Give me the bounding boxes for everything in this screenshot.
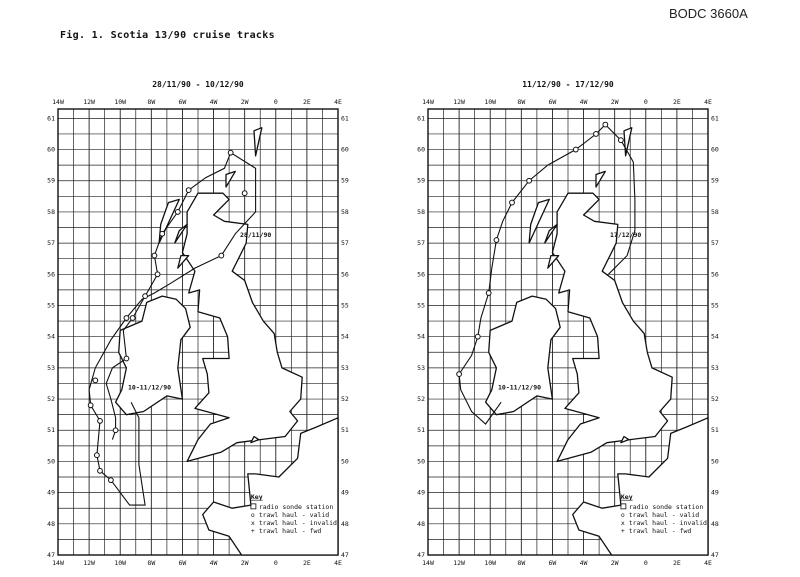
trawl-station-marker [175, 210, 180, 215]
latitude-label-right: 57 [341, 239, 349, 248]
latitude-label-left: 57 [47, 239, 55, 248]
longitude-label-bottom: 12W [83, 559, 95, 567]
latitude-label-left: 61 [47, 114, 55, 123]
longitude-label-bottom: 8W [147, 559, 156, 567]
latitude-label-left: 55 [417, 301, 425, 310]
longitude-label-bottom: 6W [548, 559, 557, 567]
longitude-label-bottom: 0 [273, 559, 278, 567]
latitude-label-right: 58 [711, 207, 719, 216]
latitude-label-right: 54 [341, 332, 349, 341]
latitude-label-left: 59 [47, 176, 55, 185]
latitude-label-right: 60 [341, 145, 349, 154]
latitude-label-right: 59 [341, 176, 349, 185]
longitude-label-bottom: 2W [240, 559, 249, 567]
longitude-label-bottom: 6W [178, 559, 187, 567]
longitude-label-top: 14W [422, 98, 434, 106]
latitude-label-left: 57 [417, 239, 425, 248]
latitude-label-right: 59 [711, 176, 719, 185]
landmass [486, 296, 561, 415]
latitude-label-right: 51 [711, 426, 719, 435]
island [178, 256, 189, 269]
trawl-station-marker [152, 253, 157, 258]
legend-title: Key [250, 492, 263, 501]
document-reference: BODC 3660A [669, 6, 748, 21]
longitude-label-top: 8W [517, 98, 526, 106]
longitude-label-top: 8W [147, 98, 156, 106]
latitude-label-right: 56 [711, 270, 719, 279]
longitude-label-bottom: 2E [672, 559, 681, 567]
map-date-range: 28/11/90 - 10/12/90 [152, 80, 244, 89]
longitude-label-bottom: 4E [704, 559, 712, 567]
latitude-label-right: 50 [341, 457, 349, 466]
map-svg-left [48, 80, 348, 570]
longitude-label-bottom: 12W [453, 559, 465, 567]
trawl-station-marker [124, 356, 129, 361]
latitude-label-left: 55 [47, 301, 55, 310]
latitude-label-right: 56 [341, 270, 349, 279]
trawl-station-marker [219, 253, 224, 258]
trawl-station-marker [527, 178, 532, 183]
latitude-label-left: 54 [417, 332, 425, 341]
coastline [116, 128, 338, 555]
trawl-station-marker [186, 188, 191, 193]
latitude-label-left: 58 [417, 207, 425, 216]
longitude-label-bottom: 4W [579, 559, 588, 567]
latitude-label-right: 61 [711, 114, 719, 123]
trawl-station-marker [573, 147, 578, 152]
trawl-station-marker [113, 428, 118, 433]
latitude-label-right: 55 [711, 301, 719, 310]
legend-title: Key [620, 492, 633, 501]
longitude-label-top: 12W [83, 98, 95, 106]
trawl-station-marker [143, 294, 148, 299]
track-date-label: 17/12/90 [610, 230, 642, 239]
longitude-label-top: 0 [273, 98, 278, 106]
latitude-label-right: 55 [341, 301, 349, 310]
latitude-label-left: 51 [47, 426, 55, 435]
longitude-label-top: 4E [704, 98, 712, 106]
latitude-label-left: 56 [417, 270, 425, 279]
latitude-label-left: 54 [47, 332, 55, 341]
legend-item: radio sonde station [258, 502, 334, 511]
latitude-label-left: 61 [417, 114, 425, 123]
longitude-label-bottom: 4E [334, 559, 342, 567]
longitude-label-bottom: 10W [484, 559, 497, 567]
trawl-station-marker [108, 478, 113, 483]
longitude-label-top: 2E [672, 98, 681, 106]
latitude-label-right: 47 [711, 551, 719, 559]
longitude-label-bottom: 10W [114, 559, 127, 567]
latitude-label-right: 53 [341, 363, 349, 372]
landmass [116, 296, 191, 415]
longitude-label-top: 6W [548, 98, 557, 106]
latitude-label-left: 56 [47, 270, 55, 279]
latitude-label-left: 58 [47, 207, 55, 216]
map-date-range: 11/12/90 - 17/12/90 [522, 80, 614, 89]
trawl-station-marker [242, 191, 247, 196]
latitude-label-left: 49 [47, 488, 55, 497]
latitude-label-left: 53 [47, 363, 55, 372]
latitude-label-right: 49 [341, 488, 349, 497]
latitude-label-left: 52 [47, 395, 55, 404]
longitude-label-bottom: 2W [610, 559, 619, 567]
map-panel-right [418, 80, 718, 570]
trawl-station-marker [98, 418, 103, 423]
legend-item: o trawl haul - valid [620, 510, 700, 519]
longitude-label-top: 10W [114, 98, 127, 106]
island [529, 199, 549, 243]
legend-item: x trawl haul - invalid [620, 518, 707, 527]
longitude-label-top: 10W [484, 98, 497, 106]
trawl-station-marker [124, 316, 129, 321]
trawl-station-marker [486, 291, 491, 296]
latitude-label-right: 61 [341, 114, 349, 123]
longitude-label-top: 6W [178, 98, 187, 106]
trawl-station-marker [475, 334, 480, 339]
island [254, 128, 262, 156]
longitude-label-bottom: 0 [643, 559, 648, 567]
longitude-label-bottom: 2E [302, 559, 311, 567]
trawl-station-marker [594, 132, 599, 137]
map-panel-left [48, 80, 348, 570]
trawl-station-marker [457, 372, 462, 377]
longitude-label-top: 4E [334, 98, 342, 106]
longitude-label-top: 4W [579, 98, 588, 106]
longitude-label-bottom: 14W [52, 559, 64, 567]
track-date-label: 28/11/90 [240, 230, 272, 239]
longitude-label-top: 2W [240, 98, 249, 106]
latitude-label-right: 48 [341, 519, 349, 528]
legend-item: + trawl haul - fwd [250, 526, 322, 535]
longitude-label-top: 0 [643, 98, 648, 106]
latitude-label-left: 48 [47, 519, 55, 528]
longitude-label-top: 2E [302, 98, 311, 106]
latitude-label-right: 60 [711, 145, 719, 154]
longitude-label-top: 12W [453, 98, 465, 106]
track-date-label: 10-11/12/90 [498, 383, 542, 392]
trawl-station-marker [160, 231, 165, 236]
latitude-label-left: 53 [417, 363, 425, 372]
legend-item: x trawl haul - invalid [250, 518, 337, 527]
latitude-label-right: 51 [341, 426, 349, 435]
trawl-station-marker [494, 238, 499, 243]
longitude-label-bottom: 14W [422, 559, 434, 567]
trawl-station-marker [130, 316, 135, 321]
trawl-station-marker [603, 122, 608, 127]
latitude-label-right: 47 [341, 551, 349, 559]
latitude-label-right: 50 [711, 457, 719, 466]
latitude-label-left: 59 [417, 176, 425, 185]
trawl-station-marker [94, 453, 99, 458]
longitude-label-bottom: 8W [517, 559, 526, 567]
latitude-label-left: 51 [417, 426, 425, 435]
trawl-station-marker [93, 378, 98, 383]
trawl-station-marker [98, 468, 103, 473]
latitude-label-right: 53 [711, 363, 719, 372]
island [548, 256, 559, 269]
figure-title: Fig. 1. Scotia 13/90 cruise tracks [60, 30, 275, 41]
latitude-label-left: 47 [417, 551, 425, 559]
latitude-label-right: 54 [711, 332, 719, 341]
latitude-label-left: 49 [417, 488, 425, 497]
latitude-label-right: 52 [711, 395, 719, 404]
latitude-label-left: 50 [47, 457, 55, 466]
longitude-label-top: 14W [52, 98, 64, 106]
trawl-station-marker [88, 403, 93, 408]
island [226, 171, 235, 187]
latitude-label-right: 52 [341, 395, 349, 404]
latitude-label-left: 60 [47, 145, 55, 154]
latitude-label-left: 47 [47, 551, 55, 559]
trawl-station-marker [618, 138, 623, 143]
legend-item: radio sonde station [628, 502, 704, 511]
latitude-label-right: 48 [711, 519, 719, 528]
latitude-label-left: 50 [417, 457, 425, 466]
legend-item: + trawl haul - fwd [620, 526, 692, 535]
island [596, 171, 605, 187]
latitude-label-right: 49 [711, 488, 719, 497]
longitude-label-bottom: 4W [209, 559, 218, 567]
legend-item: o trawl haul - valid [250, 510, 330, 519]
latitude-label-left: 60 [417, 145, 425, 154]
trawl-station-marker [510, 200, 515, 205]
latitude-label-right: 57 [711, 239, 719, 248]
coastline [486, 128, 708, 555]
latitude-label-left: 48 [417, 519, 425, 528]
map-svg-right [418, 80, 718, 570]
latitude-label-left: 52 [417, 395, 425, 404]
trawl-station-marker [155, 272, 160, 277]
latitude-label-right: 58 [341, 207, 349, 216]
track-date-label: 10-11/12/90 [128, 383, 172, 392]
longitude-label-top: 2W [610, 98, 619, 106]
trawl-station-marker [228, 150, 233, 155]
longitude-label-top: 4W [209, 98, 218, 106]
